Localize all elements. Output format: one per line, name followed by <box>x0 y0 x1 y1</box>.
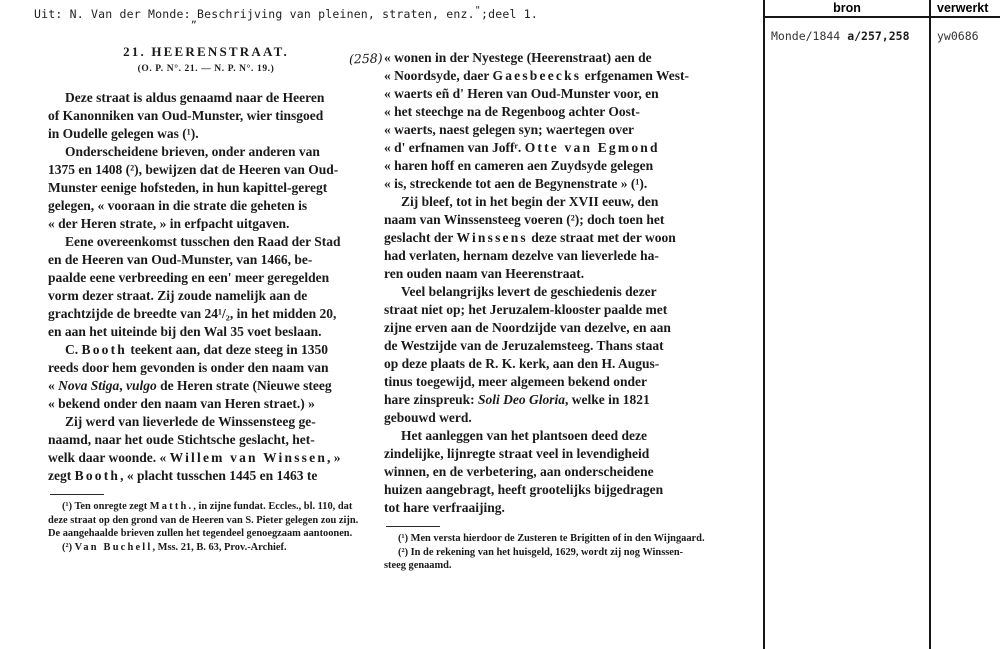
table-header-underline <box>763 16 1000 18</box>
text-line: « waerts, naest gelegen syn; waertegen over <box>384 122 635 137</box>
bron-column-header: bron <box>833 1 861 15</box>
text-line: tinus toegewijd, meer algemeen bekend onder <box>384 374 647 389</box>
text-line: huizen aangebragt, heeft grootelijks bijgedragen <box>384 482 664 497</box>
inserted-close-quote: " <box>474 5 482 16</box>
text-line: « d' erfnamen van Joffʳ. Otte van Egmond <box>384 140 660 155</box>
text-line: zijne erven aan de Noordzijde van dezelve, en aan <box>384 320 671 335</box>
text-line: en aan het uiteinde bij den Wal 35 voet beslaan. <box>48 324 322 339</box>
annotation-title: Beschrijving van pleinen, straten, enz. <box>196 7 475 21</box>
text-line: reeds door hem gevonden is onder den naam van <box>48 360 329 375</box>
section-subheading: (O. P. N°. 21. — N. P. N°. 19.) <box>137 64 275 74</box>
text-line: de Westzijde van de Jeruzalemsteeg. Thans staat <box>384 338 664 353</box>
bron-source-text: Monde/1844 <box>771 29 841 43</box>
text-line: « der Heren strate, » in erfpacht uitgaven. <box>48 216 290 231</box>
text-line: paalde eene verbreeding en een' meer geregelden <box>48 270 330 285</box>
text-line: steeg genaamd. <box>384 560 452 572</box>
text-line: Deze straat is aldus genaamd naar de Heeren <box>65 90 325 105</box>
right-column-text <box>384 49 740 517</box>
verwerkt-column-header: verwerkt <box>937 1 989 15</box>
text-line: hare zinspreuk: Soli Deo Gloria, welke in 1821 <box>384 392 650 407</box>
text-line: naamd, naar het oude Stichtsche geslacht, het- <box>48 432 315 447</box>
text-line: (²) Van Buchell, Mss. 21, B. 63, Prov.-Archief. <box>62 541 287 553</box>
section-heading: 21. HEERENSTRAAT. <box>123 44 289 59</box>
text-line: grachtzijde de breedte van 24¹/₂, in het midden 20, <box>48 306 337 321</box>
footnote-rule <box>50 494 104 495</box>
text-line: straat niet op; het Jeruzalem-klooster paalde met <box>384 302 668 317</box>
text-line: geslacht der Winssens deze straat met der woon <box>384 230 676 245</box>
text-line: en de Heeren van Oud-Munster, van 1466, be- <box>48 252 313 267</box>
text-line: (¹) Men versta hierdoor de Zusteren te Brigitten of in den Wijngaard. <box>398 533 705 544</box>
annotation-suffix: ;deel 1. <box>481 7 539 21</box>
right-column <box>384 49 740 573</box>
inserted-open-quote: „ <box>190 14 197 25</box>
left-column-footnotes <box>48 500 364 554</box>
table-left-border <box>763 0 765 649</box>
text-line: « het steechge na de Regenboog achter Oost- <box>384 104 640 119</box>
text-line: (¹) Ten onregte zegt Matth., in zijne fundat. Eccles., bl. 110, dat <box>62 501 353 512</box>
typed-annotation <box>34 5 538 25</box>
text-line: of Kanonniken van Oud-Munster, wier tinsgoed <box>48 108 324 123</box>
annotation-prefix: Uit: N. Van der Monde: <box>34 7 191 21</box>
text-line: Veel belangrijks levert de geschiedenis dezer <box>401 284 657 299</box>
bron-value <box>771 29 910 43</box>
text-line: Eene overeenkomst tusschen den Raad der Stad <box>65 234 341 249</box>
text-line: gebouwd werd. <box>384 410 472 425</box>
text-line: 1375 en 1408 (²), bewijzen dat de Heeren van Oud- <box>48 162 339 177</box>
text-line: in Oudelle gelegen was (¹). <box>48 126 199 141</box>
bron-pages-text: a/257,258 <box>847 29 910 43</box>
verwerkt-value: yw0686 <box>937 29 979 43</box>
text-line: deze straat op den grond van de Heeren van S. Pieter gelegen zou zijn. <box>48 514 359 526</box>
text-line: op deze plaats de R. K. kerk, aan den H. Augus- <box>384 356 660 371</box>
text-line: naam van Winssensteeg voeren (²); doch toen het <box>384 212 665 227</box>
text-line: « wonen in der Nyestege (Heerenstraat) aen de <box>384 50 652 65</box>
text-line: had verlaten, hernam dezelve van lieverlede ha- <box>384 248 659 263</box>
text-line: (²) In de rekening van het huisgeld, 1629, wordt zij nog Winssen- <box>398 546 684 558</box>
left-column-text <box>48 89 364 485</box>
table-column-divider <box>929 0 931 649</box>
text-line: « bekend onder den naam van Heren straet.) » <box>48 396 315 411</box>
text-line: vorm dezer straat. Zij zoude namelijk aan de <box>48 288 308 303</box>
page-marker: (258) <box>348 50 383 67</box>
text-line: « waerts eñ d' Heren van Oud-Munster voor, en <box>384 86 659 101</box>
text-line: Zij werd van lieverlede de Winssensteeg ge- <box>65 414 316 429</box>
text-line: « Nova Stiga, vulgo de Heren strate (Nieuwe steeg <box>48 378 332 393</box>
text-line: welk daar woonde. « Willem van Winssen, » <box>48 450 341 465</box>
text-line: « Noordsyde, daer Gaesbeecks erfgenamen West- <box>384 68 689 83</box>
text-line: Onderscheidene brieven, onder anderen van <box>65 144 320 159</box>
right-column-footnotes <box>384 532 740 573</box>
text-line: zindelijke, lijnregte straat veel in levendigheid <box>384 446 650 461</box>
text-line: Zij bleef, tot in het begin der XVII eeuw, den <box>401 194 659 209</box>
text-line: winnen, en de verbetering, aan onderscheidene <box>384 464 654 479</box>
text-line: gelegen, « vooraan in die strate die geheten is <box>48 198 308 213</box>
text-line: « is, streckende tot aen de Begynenstrate » (¹). <box>384 176 648 191</box>
left-column <box>48 44 364 554</box>
text-line: zegt Booth, « placht tusschen 1445 en 1463 te <box>48 468 318 483</box>
text-line: De aangehaalde brieven zullen het tegendeel genoegzaam aantoonen. <box>48 528 353 540</box>
text-line: Het aanleggen van het plantsoen deed deze <box>401 428 647 443</box>
text-line: tot hare verfraaijing. <box>384 500 505 515</box>
text-line: Munster eenige hofsteden, in hun kapittel-geregt <box>48 180 328 195</box>
text-line: « haren hoff en cameren aen Zuydsyde gelegen <box>384 158 654 173</box>
text-line: ren ouden naam van Heerenstraat. <box>384 266 585 281</box>
footnote-rule <box>386 526 440 527</box>
text-line: C. Booth teekent aan, dat deze steeg in 1350 <box>65 342 328 357</box>
